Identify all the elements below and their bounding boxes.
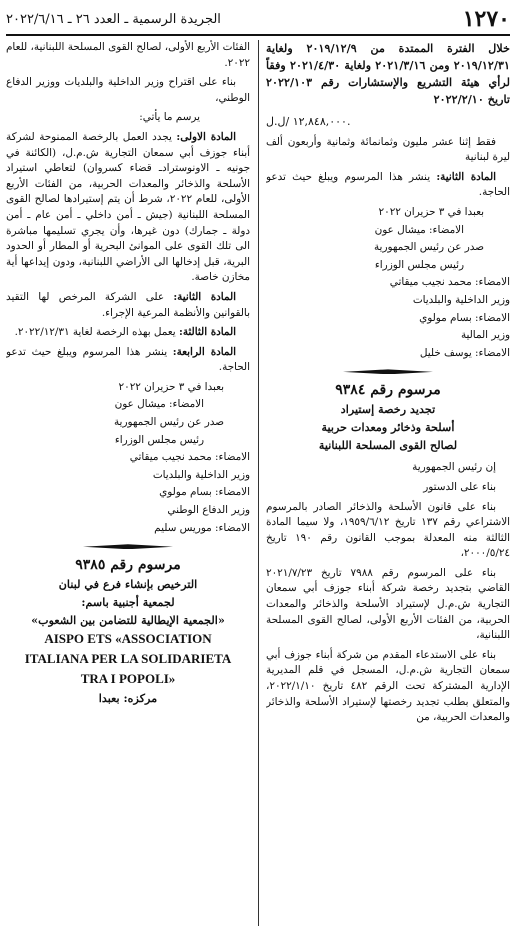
article-1-text: يجدد العمل بالرخصة الممنوحة لشركة أبناء جوزف أبي سمعان التجارية ش.م.ل، (الكائنة في جونيه ـ الاونوسترادـ قضاء كسروان) لتعاطي استيراد الأسلحة والذخائر والمعدات الحربية، من الفئات الأربع الأولى، للعام ٢٠٢٢، شرط أن يتم إستيرادها لصالح القوى المسلحة اللبنانية (جيش ـ أمن داخلي ـ أمن عام ـ أمن دولة ـ جمارك) دون غيرها، وأن يجري تسليمها مباشرة الى تلك القوى على الموانئ البحرية أو المطار أو الحدود البرية، قبل إدخالها الى الأراضي اللبنانية، ودون إيداعها أية مخازن خاصة. [6, 130, 250, 284]
article-3-label: المادة الثالثة: [179, 326, 236, 339]
interior-minister-title: وزير الداخلية والبلديات [152, 468, 250, 481]
pm-title: رئيس مجلس الوزراء [114, 433, 204, 446]
interior-minister-title: وزير الداخلية والبلديات [412, 293, 510, 306]
signed-interior-minister: الامضاء: بسام مولوي [159, 486, 250, 499]
article-1-label: المادة الاولى: [176, 130, 236, 143]
page-number: ١٢٧٠ [462, 6, 510, 32]
decree-title-latin: AISPO ETS «ASSOCIATION [44, 631, 212, 647]
signing-date: بعبدا في ٣ حزيران ٢٠٢٢ [378, 205, 484, 218]
body-paragraph: بناء على الاستدعاء المقدم من شركة أبناء جوزف أبي سمعان التجارية ش.م.ل، المسجل في قلم المديرية الإدارية المشتركة تحت الرقم ٤٨٢ تاريخ ٢٠٢٢/١/١٠، والمتعلق بطلب تجديد رخصتها لإستيراد الأسلحة والذخائر والمعدات الحربية، من [266, 648, 510, 724]
article-1-paragraph [6, 130, 250, 286]
article-4-text: ينشر هذا المرسوم ويبلغ حيث تدعو الحاجة. [6, 345, 250, 374]
signed-president: الامضاء: ميشال عون [114, 398, 204, 411]
body-constitution: بناء على الدستور [423, 480, 496, 493]
issued-by: صدر عن رئيس الجمهورية [373, 241, 484, 254]
article-2-paragraph [266, 170, 510, 201]
section-separator [266, 369, 510, 374]
decree-title-line: لصالح القوى المسلحة اللبنانية [318, 438, 458, 453]
signed-interior-minister: الامضاء: بسام مولوي [419, 311, 510, 324]
decree-number: مرسوم رقم ٩٣٨٤ [335, 382, 441, 399]
decree-9384-heading [266, 380, 510, 454]
article-4-label: المادة الرابعة: [172, 345, 236, 358]
continued-paragraph: الفئات الأربع الأولى، لصالح القوى المسلحة اللبنانية، للعام ٢٠٢٢. [6, 41, 250, 69]
defense-minister-title: وزير الدفاع الوطني [167, 504, 250, 517]
pm-title: رئيس مجلس الوزراء [374, 258, 464, 271]
decree-title-latin: ITALIANA PER LA SOLIDARIETA [24, 651, 232, 667]
intro-heading: خلال الفترة الممتدة من ٢٠١٩/١٢/٩ ولغاية ٢٠١٩/١٢/٣١ ومن ٢٠٢١/٣/١٦ ولغاية ٢٠٢١/٤/٣٠ وفقاً لرأي هيئة التشريع والإستشارات رقم ٢٠٢٢/١٠٣ تاريخ ٢٠٢٢/٢/١٠ [266, 41, 510, 106]
signature-block [266, 205, 510, 361]
section-separator [6, 544, 250, 549]
decree-title-line: تجديد رخصة إستيراد [340, 402, 436, 417]
column-divider [258, 40, 259, 926]
decree-title-line: أسلحة وذخائر ومعدات حربية [321, 420, 455, 435]
article-3-paragraph [6, 325, 250, 341]
issued-by: صدر عن رئيس الجمهورية [113, 416, 224, 429]
decree-title-latin: TRA I POPOLI» [80, 671, 176, 687]
decree-title-line: الترخيص بإنشاء فرع في لبنان [58, 577, 198, 592]
left-column [6, 40, 250, 928]
signed-pm: الامضاء: محمد نجيب ميقاتي [129, 451, 250, 464]
finance-minister-title: وزير المالية [460, 329, 510, 342]
decree-title-line: «الجمعية الإيطالية للتضامن بين الشعوب» [31, 613, 225, 628]
decrees-line: يرسم ما يأتي: [139, 111, 200, 124]
signing-date: بعبدا في ٣ حزيران ٢٠٢٢ [118, 380, 224, 393]
signed-pm: الامضاء: محمد نجيب ميقاتي [389, 276, 510, 289]
article-2-paragraph [6, 290, 250, 321]
body-president: إن رئيس الجمهورية [412, 461, 496, 474]
article-3-text: يعمل بهذه الرخصة لغاية ٢٠٢٢/١٢/٣١. [14, 326, 176, 339]
decree-title-line: لجمعية أجنبية باسم: [81, 595, 175, 610]
article-2-text: ينشر هذا المرسوم ويبلغ حيث تدعو الحاجة. [266, 170, 510, 199]
body-paragraph: بناء على اقتراح وزير الداخلية والبلديات ووزير الدفاع الوطني، [6, 76, 250, 104]
publication-title: الجريدة الرسمية ـ العدد ٢٦ ـ ٢٠٢٢/٦/١٦ [6, 11, 221, 27]
article-2-label: المادة الثانية: [173, 290, 237, 303]
signed-president: الامضاء: ميشال عون [374, 223, 464, 236]
body-paragraph: بناء على قانون الأسلحة والذخائر الصادر بالمرسوم الاشتراعي رقم ١٣٧ تاريخ ١٩٥٩/٦/١٢، ولا سيما المادة الثالثة منه المعدلة بموجب القانون رقم ١٩٠ تاريخ ٢٠٠٠/٥/٢٤، [266, 500, 510, 560]
signature-block [6, 380, 250, 536]
article-2-text: على الشركة المرخص لها التقيد بالقوانين والأنظمة المرعية الإجراء. [6, 290, 250, 319]
decree-number: مرسوم رقم ٩٣٨٥ [75, 557, 181, 574]
article-2-label: المادة الثانية: [436, 170, 496, 183]
amount-words: فقط إثنا عشر مليون وثمانمائة وثمانية وأربعون ألف ليرة لبنانية [266, 135, 510, 164]
signed-defense-minister: الامضاء: موريس سليم [154, 521, 250, 534]
signed-finance-minister: الامضاء: يوسف خليل [419, 346, 510, 359]
right-column [266, 40, 510, 928]
decree-headquarters: مركزه: بعبدا [98, 691, 158, 706]
body-paragraph: بناء على المرسوم رقم ٧٩٨٨ تاريخ ٢٠٢١/٧/٢٣ القاضي بتجديد رخصة شركة أبناء جوزف أبي سمعان التجارية ش.م.ل لإستيراد الأسلحة والذخائر والمعدات الحربية، من الفئات الأربع الأولى، لصالح القوى المسلحة اللبنانية، [266, 566, 510, 642]
page-header [6, 4, 510, 36]
amount-figure: ١٢,٨٤٨,٠٠٠ /ل.ل. [266, 115, 351, 128]
article-4-paragraph [6, 345, 250, 376]
decree-9385-heading [6, 555, 250, 707]
